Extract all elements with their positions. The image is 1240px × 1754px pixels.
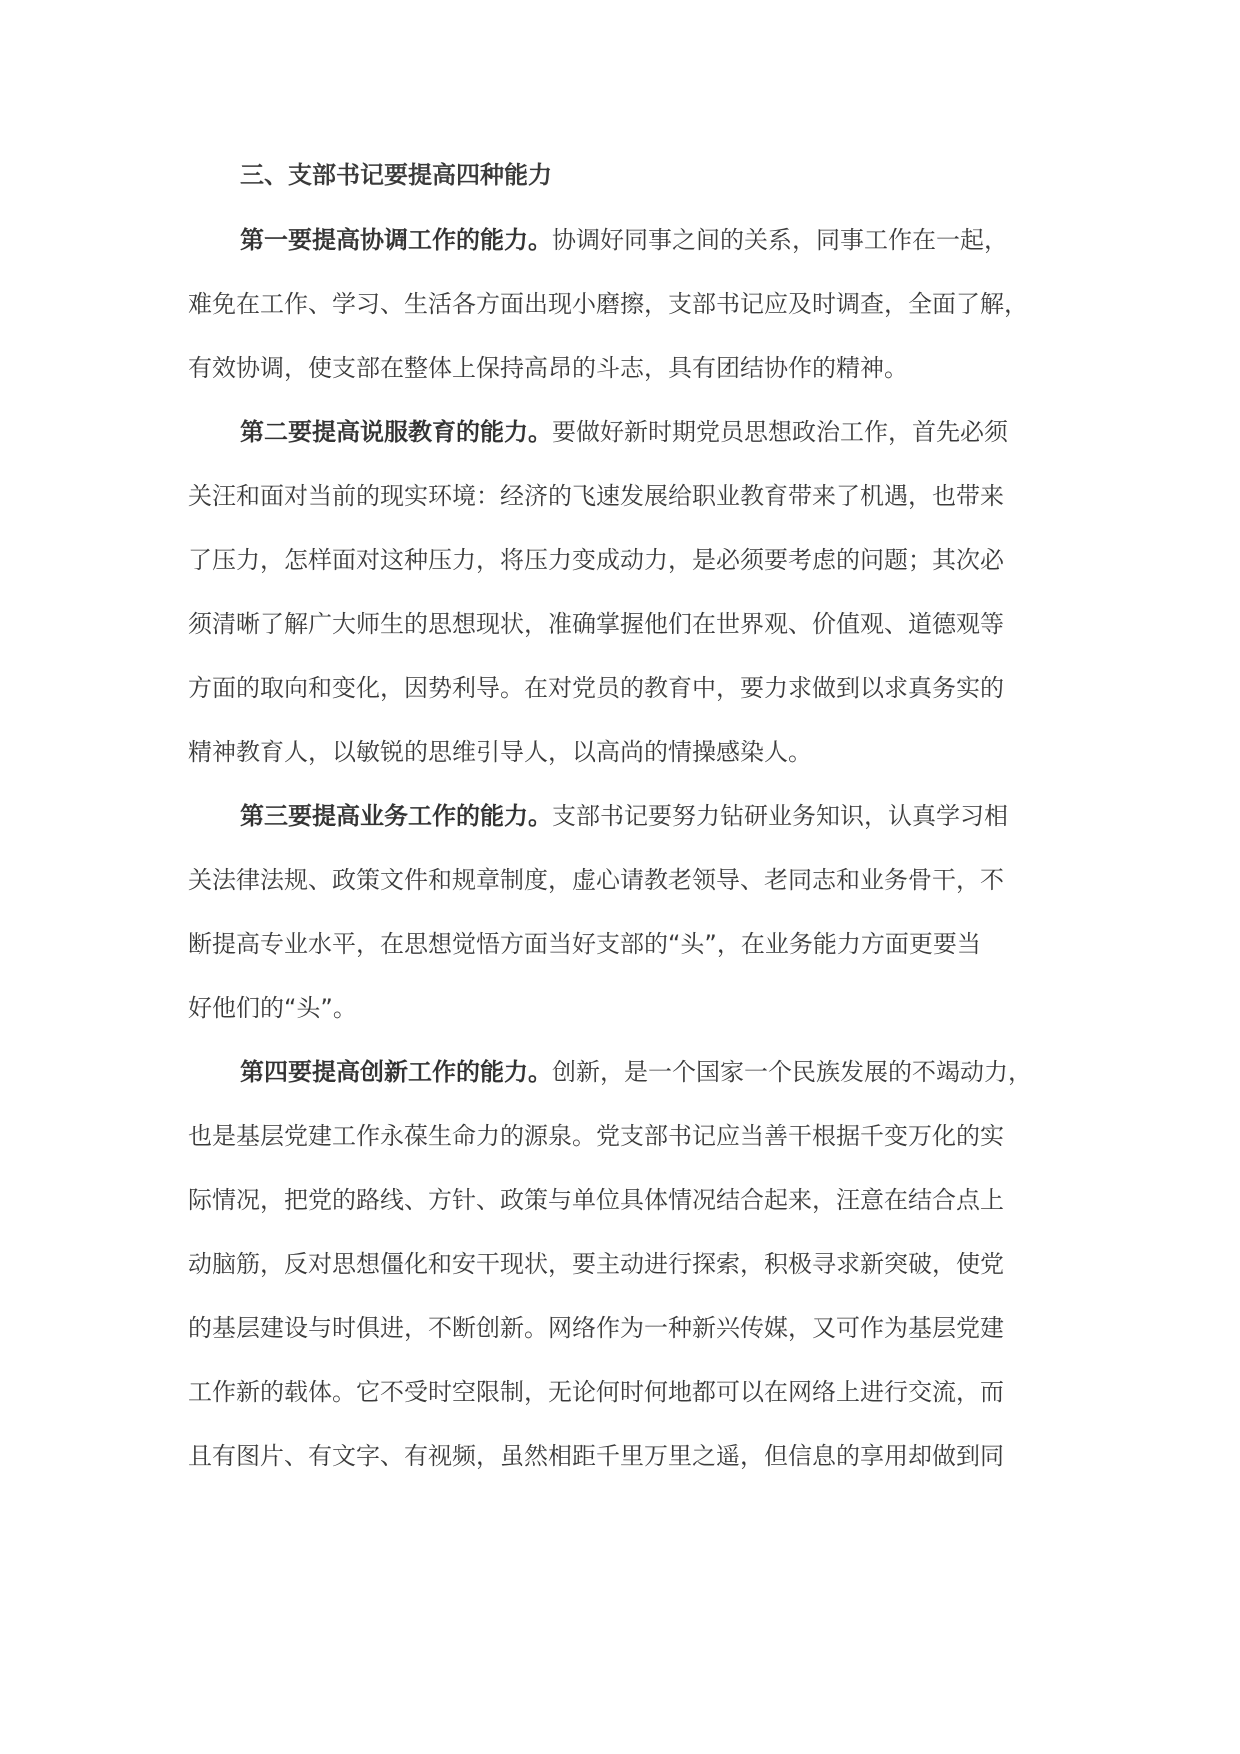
paragraph-4-line-3: 际情况，把党的路线、方针、政策与单位具体情况结合起来，汪意在结合点上 (188, 1186, 1004, 1214)
paragraph-1-lead: 第一要提高协调工作的能力。 (240, 226, 552, 254)
paragraph-3-line-4: 好他们的“头”。 (188, 994, 357, 1022)
paragraph-4 (188, 1040, 1068, 1488)
paragraph-1-line-2: 难免在工作、学习、生活各方面出现小磨擦，支部书记应及时调查，全面了解， (188, 290, 1028, 318)
paragraph-3-lead: 第三要提高业务工作的能力。 (240, 802, 552, 830)
paragraph-4-line-2: 也是基层党建工作永葆生命力的源泉。党支部书记应当善干根据千变万化的实 (188, 1122, 1004, 1150)
paragraph-2-line-2: 关汪和面对当前的现实环境：经济的飞速发展给职业教育带来了机遇，也带来 (188, 482, 1004, 510)
paragraph-4-line-7: 且有图片、有文字、有视频，虽然相距千里万里之遥，但信息的享用却做到同 (188, 1442, 1004, 1470)
paragraph-4-line-5: 的基层建设与时俱进，不断创新。网络作为一种新兴传媒，又可作为基层党建 (188, 1314, 1004, 1342)
paragraph-3-line-1 (188, 784, 1068, 848)
paragraph-2-lead: 第二要提高说服教育的能力。 (240, 418, 552, 446)
paragraph-2-line-6: 精神教育人，以敏锐的思维引导人，以高尚的情操感染人。 (188, 738, 812, 766)
paragraph-2-text: 要做好新时期党员思想政治工作，首先必须 (552, 418, 1008, 446)
document-body (188, 160, 1068, 1488)
paragraph-3 (188, 784, 1068, 1040)
paragraph-4-line-1 (188, 1040, 1068, 1104)
paragraph-1 (188, 208, 1068, 400)
paragraph-2-line-4: 须清晰了解广大师生的思想现状，准确掌握他们在世界观、价值观、道德观等 (188, 610, 1004, 638)
section-heading: 三、支部书记要提高四种能力 (240, 161, 552, 189)
paragraph-4-line-6: 工作新的载体。它不受时空限制，无论何时何地都可以在网络上进行交流，而 (188, 1378, 1004, 1406)
paragraph-1-line-1 (188, 208, 1068, 272)
paragraph-3-line-3: 断提高专业水平，在思想觉悟方面当好支部的“头”，在业务能力方面更要当 (188, 930, 981, 958)
paragraph-2-line-1 (188, 400, 1068, 464)
paragraph-2-line-3: 了压力，怎样面对这种压力，将压力变成动力，是必须要考虑的问题；其次必 (188, 546, 1004, 574)
paragraph-1-text: 协调好同事之间的关系，同事工作在一起， (552, 226, 1008, 254)
paragraph-3-line-2: 关法律法规、政策文件和规章制度，虚心请教老领导、老同志和业务骨干，不 (188, 866, 1004, 894)
paragraph-4-text: 创新，是一个国家一个民族发展的不竭动力， (552, 1058, 1032, 1086)
paragraph-3-text: 支部书记要努力钻研业务知识，认真学习相 (552, 802, 1008, 830)
paragraph-1-line-3: 有效协调，使支部在整体上保持高昂的斗志，具有团结协作的精神。 (188, 354, 908, 382)
paragraph-2-line-5: 方面的取向和变化，因势利导。在对党员的教育中，要力求做到以求真务实的 (188, 674, 1004, 702)
paragraph-4-lead: 第四要提高创新工作的能力。 (240, 1058, 552, 1086)
paragraph-4-line-4: 动脑筋，反对思想僵化和安干现状，要主动进行探索，积极寻求新突破，使党 (188, 1250, 1004, 1278)
paragraph-2 (188, 400, 1068, 784)
